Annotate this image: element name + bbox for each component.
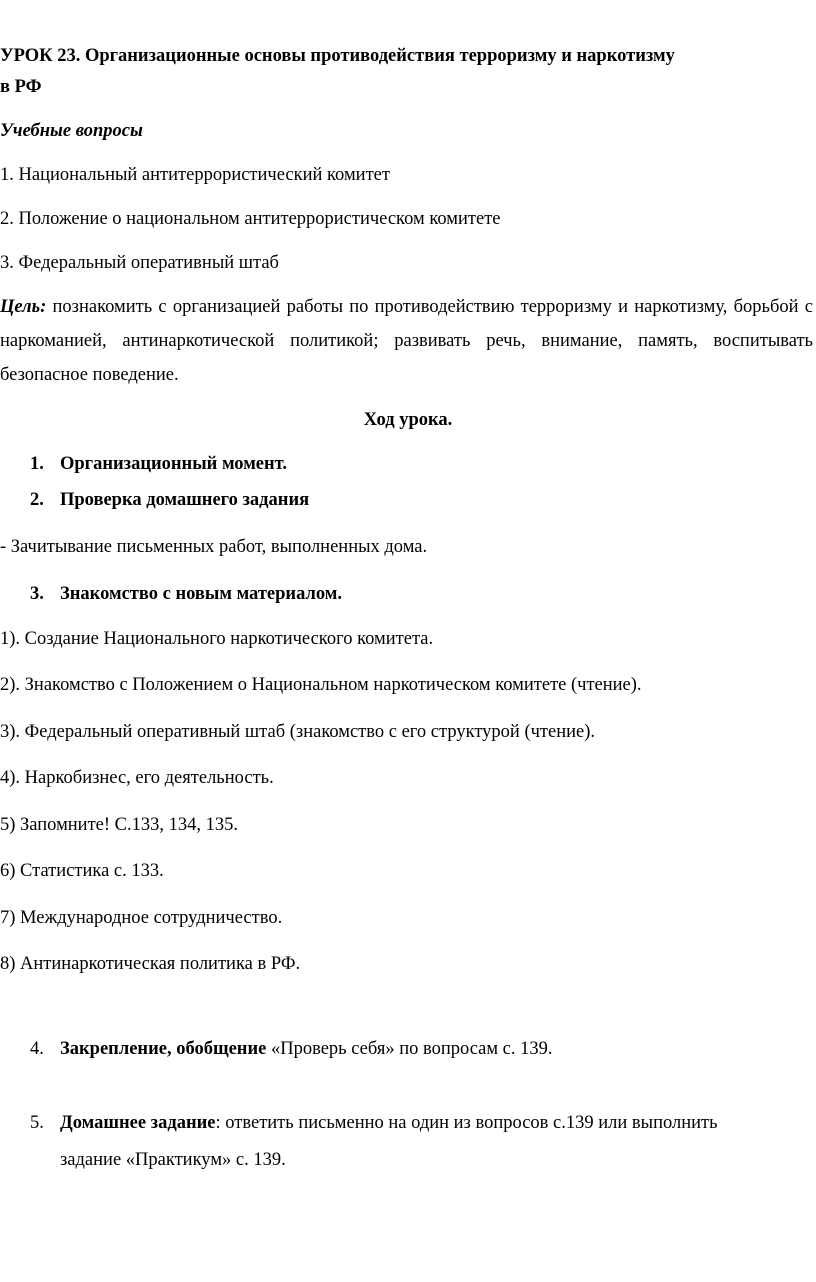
question-item-3: 3. Федеральный оперативный штаб: [0, 253, 279, 273]
step-1-number: 1.: [30, 454, 44, 474]
step-3-item-4: 4). Наркобизнес, его деятельность.: [0, 768, 274, 788]
step-3-item-2: 2). Знакомство с Положением о Национальном наркотическом комитете (чтение).: [0, 675, 642, 695]
step-3-item-1: 1). Создание Национального наркотического комитета.: [0, 629, 434, 649]
step-3-item-5: 5) Запомните! С.133, 134, 135.: [0, 815, 238, 835]
step-3-title: Знакомство с новым материалом.: [60, 584, 342, 604]
step-3-item-6: 6) Статистика с. 133.: [0, 861, 164, 881]
step-3-number: 3.: [30, 584, 44, 604]
step-4-title: Закрепление, обобщение: [60, 1039, 267, 1059]
goal-label: Цель:: [0, 297, 47, 317]
step-2-number: 2.: [30, 490, 44, 510]
question-item-1: 1. Национальный антитеррористический комитет: [0, 165, 390, 185]
step-1-title: Организационный момент.: [60, 454, 287, 474]
step-4-number: 4.: [30, 1039, 44, 1059]
step-2-title: Проверка домашнего задания: [60, 490, 310, 510]
goal-paragraph: [0, 290, 813, 392]
questions-heading: Учебные вопросы: [0, 121, 143, 141]
page-title-line-2: в РФ: [0, 77, 42, 97]
step-5-text: : ответить письменно на один из вопросов с.139 или выполнить: [215, 1113, 718, 1133]
step-5-number: 5.: [30, 1113, 44, 1133]
lesson-heading: Ход урока.: [363, 410, 453, 430]
step-4-text: «Проверь себя» по вопросам с. 139.: [266, 1039, 553, 1059]
goal-text: познакомить с организацией работы по противодействию терроризму и наркотизму, борьбой с наркоманией, антинаркотической политикой; развивать речь, внимание, память, воспитывать безопасное поведение.: [0, 297, 813, 385]
step-3-item-8: 8) Антинаркотическая политика в РФ.: [0, 954, 301, 974]
page-title-line-1: УРОК 23. Организационные основы противодействия терроризму и наркотизму: [0, 46, 675, 66]
question-item-2: 2. Положение о национальном антитеррористическом комитете: [0, 209, 501, 229]
step-3-item-3: 3). Федеральный оперативный штаб (знакомство с его структурой (чтение).: [0, 722, 595, 742]
step-3-item-7: 7) Международное сотрудничество.: [0, 908, 283, 928]
step-5-title: Домашнее задание: [60, 1113, 216, 1133]
step-5-text-continued: задание «Практикум» с. 139.: [60, 1150, 286, 1170]
step-2-detail: - Зачитывание письменных работ, выполненных дома.: [0, 537, 428, 557]
